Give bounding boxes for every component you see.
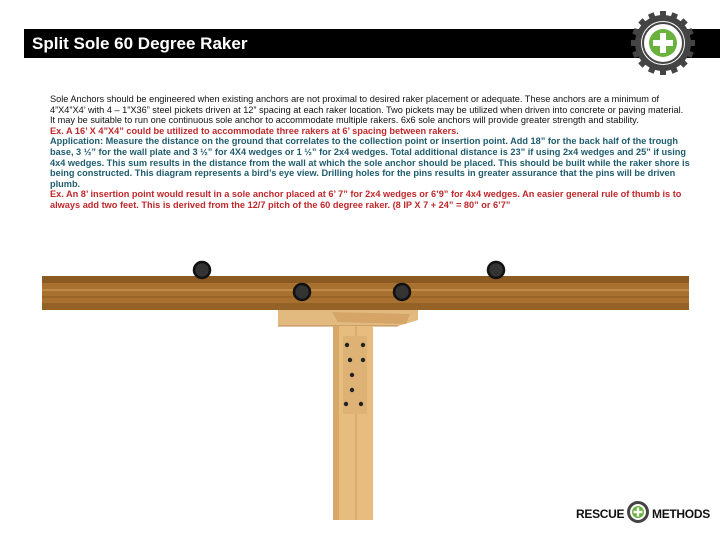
picket-3 [394,284,410,300]
application-paragraph: Application: Measure the distance on the ground that correlates to the collection point or insertion point. Add 18” for the back half of the trough base, 3 ½” for the wall plate and 3 ½” for 4X4 wedges or 1 ½” for 2x4 wedges. Total additional distance is 23” if using 2x4 wedges and 25” if using 4x4 wedges. This sum results in the distance from the wall at which the sole anchor should be placed. This should be built while the raker shore is being constructed. This diagram represents a bird’s eye view. Drilling holes for the pins results in greater assurance that the pins will be driven plumb. [50,136,690,189]
rescue-methods-gear-icon [626,500,650,524]
example-paragraph-1: Ex. A 16’ X 4”X4” could be utilized to accommodate three rakers at 6’ spacing between rakers. [50,125,459,136]
footer-logo-methods: METHODS [652,507,710,521]
page-title: Split Sole 60 Degree Raker [32,34,248,53]
picket-4 [488,262,504,278]
footer-logo-rescue: RESCUE [576,507,625,521]
sole-anchor-paragraph: Sole Anchors should be engineered when existing anchors are not proximal to desired raker placement or adequate. These anchors are a minimum of 4”X4”X4’ with 4 – 1”X36” steel pickets driven at 12” spacing at each raker location. Two pickets may be utilized when driven into concrete or paving material. It may be suitable to run one continuous sole anchor to accommodate multiple rakers. 6x6 sole anchors will provide greater strength and stability. [50,94,684,126]
footer-logo [576,500,708,528]
example-paragraph-2: Ex. An 8’ insertion point would result in a sole anchor placed at 6’ 7” for 2x4 wedges or 6’9” for 4x4 wedges. An easier general rule of thumb is to always add two feet. This is derived from the 12/7 pitch of the 60 degree raker. (8 IP X 7 + 24” = 80” or 6’7” [50,189,682,210]
picket-2 [294,284,310,300]
picket-1 [194,262,210,278]
